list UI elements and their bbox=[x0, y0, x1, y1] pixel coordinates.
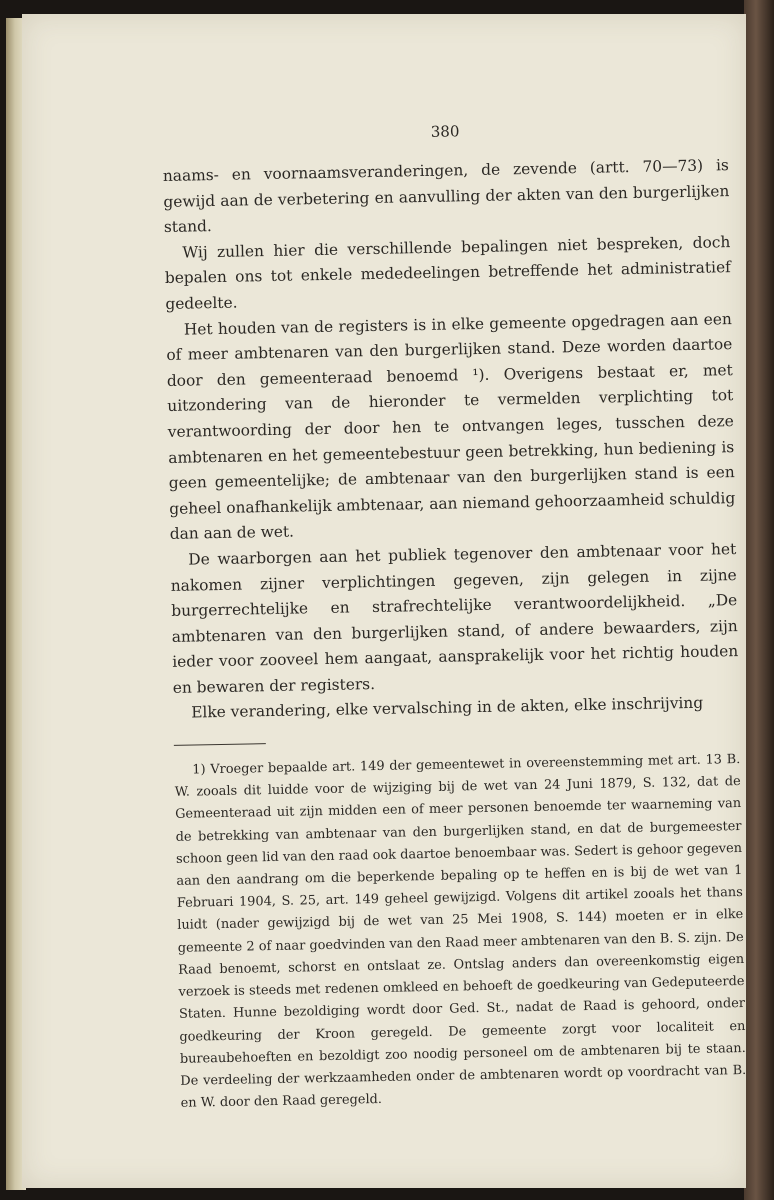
paragraph-continued: naams- en voornaamsveranderingen, de zevende (artt. 70—73) is gewijd aan de verbetering en aanvulling der akten van den burgerlijken stand. bbox=[162, 156, 730, 237]
paragraph: Elke verandering, elke vervalsching in de akten, elke inschrijving bbox=[191, 694, 704, 723]
paragraph: Wij zullen hier die verschillende bepalingen niet bespreken, doch bepalen ons tot enkele mededeelingen betreffende het administratief gedeelte. bbox=[164, 232, 731, 313]
paragraph: Het houden van de registers is in elke gemeente opgedragen aan een of meer ambtenaren van den burgerlijken stand. Deze worden daartoe door den gemeenteraad benoemd ¹). Overigens bestaat er, met uitzondering van de hieronder te vermelden verplichting tot verantwoording der door hen te ontvangen leges, tusschen deze ambtenaren en het gemeentebestuur geen betrekking, hun bediening is geen gemeentelijke; de ambtenaar van den burgerlijken stand is een geheel onafhankelijk ambtenaar, aan niemand gehoorzaamheid schuldig dan aan de wet. bbox=[166, 309, 736, 544]
footnote-text: 1) Vroeger bepaalde art. 149 der gemeentewet in overeenstemming met art. 13 B. W. zooals dit luidde voor de wijziging bij de wet van 24 Juni 1879, S. 132, dat de Gemeenteraad uit zijn midden een of meer personen benoemde ter waarneming van de betrekking van ambtenaar van den burgerlijken stand, en dat de burgemeester schoon geen lid van den raad ook daartoe benoembaar was. Sedert is gehoor gegeven aan den aandrang om die beperkende bepaling op te heffen en is bij de wet van 1 Februari 1904, S. 25, art. 149 geheel gewijzigd. Volgens dit artikel zooals het thans luidt (nader gewijzigd bij de wet van 25 Mei 1908, S. 144) moeten er in elke gemeente 2 of naar goedvinden van den Raad meer ambtenaren van den B. S. zijn. De Raad benoemt, schorst en ontslaat ze. Ontslag anders dan overeenkomstig eigen verzoek is steeds met redenen omkleed en behoeft de goedkeuring van Gedeputeerde Staten. Hunne bezoldiging wordt door Ged. St., nadat de Raad is gehoord, onder goedkeuring der Kroon geregeld. De gemeente zorgt voor localiteit en bureaubehoeften en bezoldigt zoo noodig personeel om de ambtenaren bij te staan. De verdeeling der werkzaamheden onder de ambtenaren wordt op voordracht van B. en W. door den Raad geregeld. bbox=[174, 752, 747, 1111]
footnote bbox=[174, 749, 747, 1115]
book-cover-edge bbox=[744, 0, 774, 1200]
footnote-divider bbox=[174, 743, 266, 746]
body-text bbox=[163, 153, 740, 727]
text-block bbox=[162, 117, 747, 1115]
page-number: 380 bbox=[430, 122, 460, 141]
paragraph: De waarborgen aan het publiek tegenover den ambtenaar voor het nakomen zijner verplichtingen gegeven, zijn gelegen in zijne burgerrechtelijke en strafrechtelijke verantwoordelijkheid. „De ambtenaren van den burgerlijken stand, of andere bewaarders, zijn ieder voor zooveel hem aangaat, aansprakelijk voor het richtig houden en bewaren der registers. bbox=[170, 539, 739, 697]
book-page bbox=[22, 14, 746, 1188]
